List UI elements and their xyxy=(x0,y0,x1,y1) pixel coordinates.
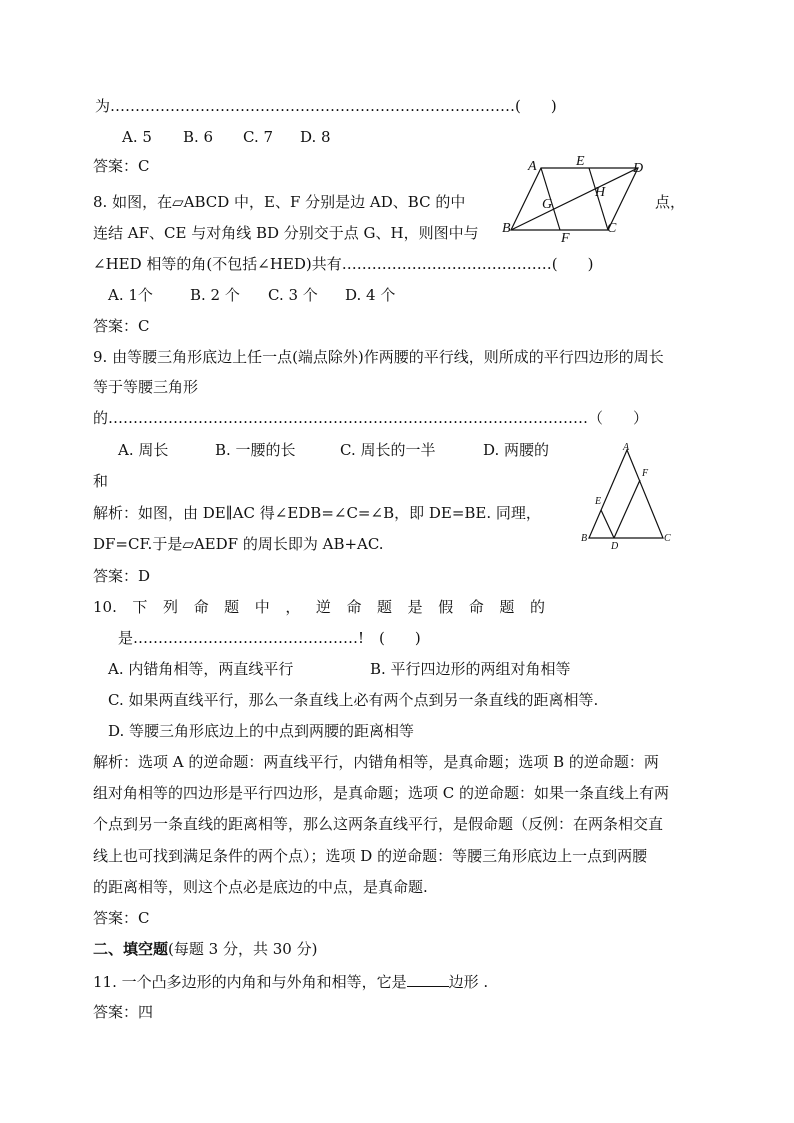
q11-blank xyxy=(407,971,449,987)
label-b: B xyxy=(502,221,511,236)
q10-stem-word: 列 xyxy=(163,598,179,616)
q10-option-a: A. 内错角相等，两直线平行 xyxy=(108,660,294,678)
section-2-note: (每题 3 分，共 30 分) xyxy=(168,940,318,958)
q7-option-a: A. 5 xyxy=(122,128,152,146)
q9-option-c: C. 周长的一半 xyxy=(340,441,436,459)
label-e: E xyxy=(576,154,585,169)
label-a: A xyxy=(528,159,537,174)
q10-stem-word: 命 xyxy=(468,598,484,616)
q11-answer: 答案：四 xyxy=(93,1003,154,1021)
q8-answer: 答案：C xyxy=(93,317,150,335)
label-h: H xyxy=(595,185,606,200)
q8-option-c: C. 3 个 xyxy=(268,286,318,304)
q7-answer: 答案：C xyxy=(93,157,150,175)
q10-stem-tail: 是………………………………………! ( ) xyxy=(118,629,421,647)
segment-de xyxy=(601,510,614,538)
label-g: G xyxy=(542,197,553,212)
q10-analysis-1: 解析：选项 A 的逆命题：两直线平行，内错角相等，是真命题；选项 B 的逆命题：两 xyxy=(93,753,659,771)
triangle-abc xyxy=(589,450,663,538)
q9-triangle-figure xyxy=(578,440,678,552)
diagonal-bd xyxy=(511,168,638,230)
section-2-heading xyxy=(93,939,317,959)
label-e: E xyxy=(595,496,602,507)
q7-option-b: B. 6 xyxy=(183,128,214,146)
label-c: C xyxy=(664,533,671,544)
q10-answer: 答案：C xyxy=(93,909,150,927)
q10-stem-word: 中 xyxy=(254,598,270,616)
q10-stem-word: 10. xyxy=(93,598,117,616)
q9-option-a: A. 周长 xyxy=(118,441,169,459)
q9-line3: 的……………………………………………………………………………………（ ） xyxy=(93,409,649,427)
q8-line3: ∠HED 相等的角(不包括∠HED)共有……………………………………( ) xyxy=(93,255,594,273)
q10-stem-word: 命 xyxy=(193,598,209,616)
q8-option-b: B. 2 个 xyxy=(190,286,240,304)
q10-stem-word: ， xyxy=(285,598,301,616)
q8-option-d: D. 4 个 xyxy=(345,286,396,304)
q9-analysis-1: 解析：如图，由 DE∥AC 得∠EDB=∠C=∠B，即 DE=BE. 同理， xyxy=(93,504,541,522)
q10-stem-word: 逆 xyxy=(315,598,331,616)
q11-stem-a: 11. 一个凸多边形的内角和与外角和相等，它是 xyxy=(93,973,407,991)
q10-analysis-2: 组对角相等的四边形是平行四边形，是真命题；选项 C 的逆命题：如果一条直线上有两 xyxy=(93,784,670,802)
q9-option-b: B. 一腰的长 xyxy=(215,441,296,459)
q10-stem-line1 xyxy=(93,597,545,617)
q9-analysis-2: DF=CF.于是▱AEDF 的周长即为 AB+AC. xyxy=(93,535,384,553)
q10-option-d: D. 等腰三角形底边上的中点到两腰的距离相等 xyxy=(108,722,415,740)
q10-stem-word: 下 xyxy=(132,598,148,616)
q10-stem-word: 题 xyxy=(499,598,515,616)
q10-analysis-3: 个点到另一条直线的距离相等，那么这两条直线平行，是假命题（反例：在两条相交直 xyxy=(93,815,664,833)
q8-option-a: A. 1个 xyxy=(108,286,153,304)
q10-stem-word: 是 xyxy=(407,598,423,616)
q8-line1: 8. 如图，在▱ABCD 中，E、F 分别是边 AD、BC 的中 xyxy=(93,193,466,211)
q11-stem-b: 边形 . xyxy=(448,973,489,991)
label-d: D xyxy=(633,161,644,176)
q10-stem-word: 假 xyxy=(438,598,454,616)
q9-option-d-tail: 和 xyxy=(93,472,109,490)
q7-option-d: D. 8 xyxy=(300,128,331,146)
q7-stem-tail: 为………………………………………………………………………( ) xyxy=(95,97,557,115)
q10-option-c: C. 如果两直线平行，那么一条直线上必有两个点到另一条直线的距离相等. xyxy=(108,691,599,709)
segment-df xyxy=(614,480,640,538)
q9-line2: 等于等腰三角形 xyxy=(93,378,199,396)
q10-analysis-4: 线上也可找到满足条件的两个点）；选项 D 的逆命题：等腰三角形底边上一点到两腰 xyxy=(93,847,648,865)
q9-option-d: D. 两腰的 xyxy=(483,441,550,459)
q8-line1-tail: 点， xyxy=(655,193,686,211)
q10-stem-word: 题 xyxy=(224,598,240,616)
q10-analysis-5: 的距离相等，则这个点必是底边的中点，是真命题. xyxy=(93,878,428,896)
q10-option-b: B. 平行四边形的两组对角相等 xyxy=(370,660,571,678)
q8-line2: 连结 AF、CE 与对角线 BD 分别交于点 G、H，则图中与 xyxy=(93,224,479,242)
q9-answer: 答案：D xyxy=(93,567,151,585)
q7-option-c: C. 7 xyxy=(243,128,274,146)
q10-stem-word: 命 xyxy=(346,598,362,616)
q11-stem xyxy=(93,971,488,992)
section-2-title: 二、填空题 xyxy=(93,940,169,958)
label-d: D xyxy=(611,541,619,552)
q9-line1: 9. 由等腰三角形底边上任一点(端点除外)作两腰的平行线，则所成的平行四边形的周长 xyxy=(93,348,664,366)
label-f: F xyxy=(561,231,570,245)
q10-stem-word: 题 xyxy=(377,598,393,616)
label-b: B xyxy=(581,533,588,544)
q10-stem-word: 的 xyxy=(529,598,545,616)
label-c: C xyxy=(607,221,617,236)
label-f: F xyxy=(642,468,649,479)
label-a: A xyxy=(623,442,630,453)
q8-parallelogram-figure xyxy=(498,150,650,245)
